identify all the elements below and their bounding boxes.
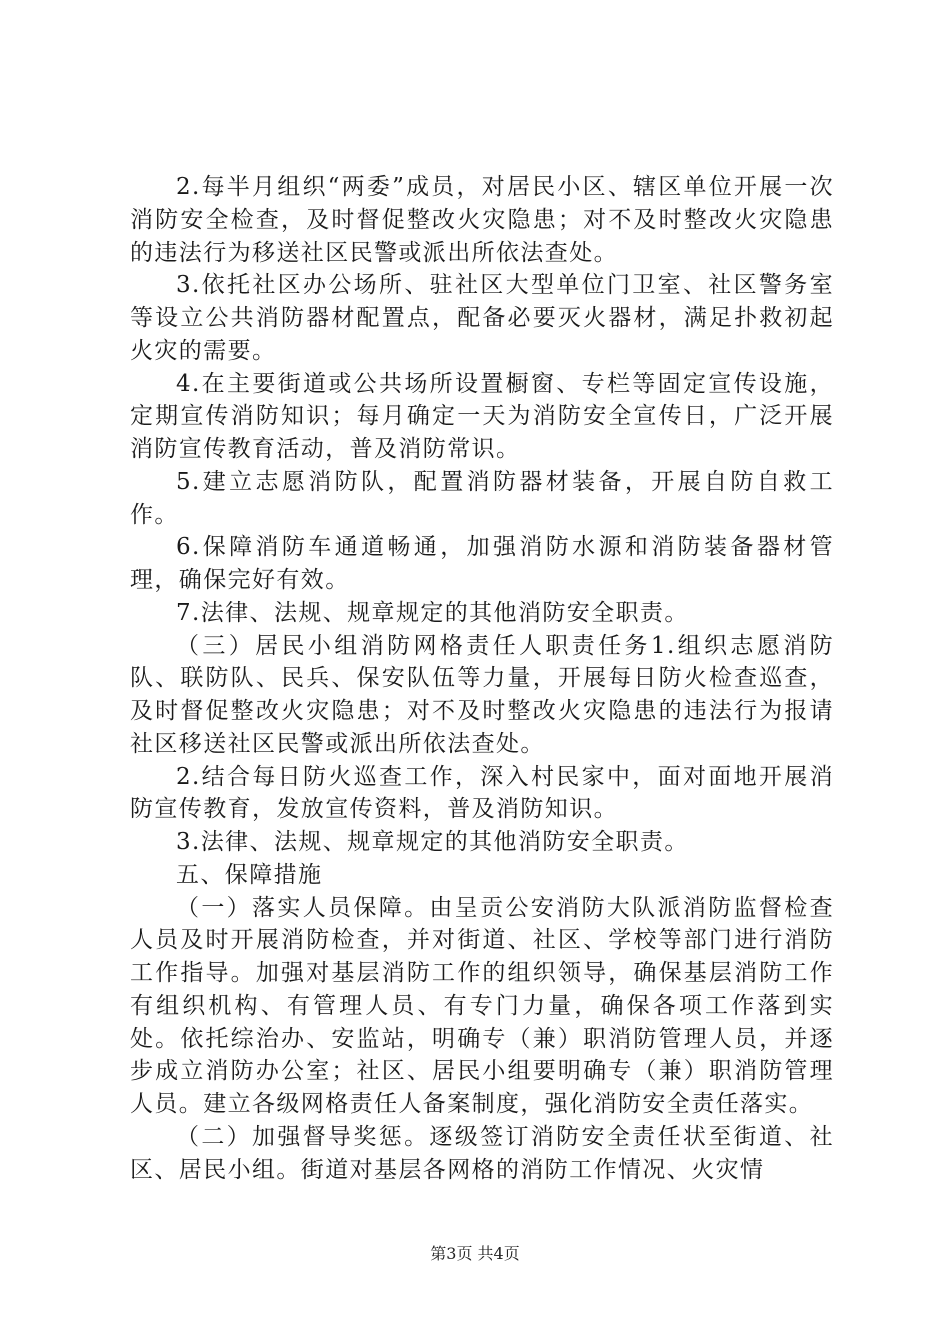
paragraph-group-duty-2-education: 2.结合每日防火巡查工作，深入村民家中，面对面地开展消防宣传教育，发放宣传资料，普及消防知识。: [130, 763, 834, 823]
page-number: 第3页 共4页: [430, 1244, 520, 1263]
paragraph-duty-7-other-duties: 7.法律、法规、规章规定的其他消防安全职责。: [176, 599, 689, 626]
paragraph-duty-3-equipment-points: 3.依托社区办公场所、驻社区大型单位门卫室、社区警务室等设立公共消防器材配置点，配备必要灭火器材，满足扑救初起火灾的需要。: [130, 272, 834, 364]
paragraph-safeguard-1-personnel: （一）落实人员保障。由呈贡公安消防大队派消防监督检查人员及时开展消防检查，并对街道、社区、学校等部门进行消防工作指导。加强对基层消防工作的组织领导，确保基层消防工作有组织机构、有管理人员、有专门力量，确保各项工作落到实处。依托综治办、安监站，明确专（兼）职消防管理人员，并逐步成立消防办公室；社区、居民小组要明确专（兼）职消防管理人员。建立各级网格责任人备案制度，强化消防安全责任落实。: [130, 894, 834, 1117]
paragraph-group-duty-3-other-duties: 3.法律、法规、规章规定的其他消防安全职责。: [176, 829, 689, 855]
paragraph-duty-2-biweekly-inspection: 2.每半月组织“两委”成员，对居民小区、辖区单位开展一次消防安全检查，及时督促整改火灾隐患；对不及时整改火灾隐患的违法行为移送社区民警或派出所依法查处。: [130, 174, 834, 266]
paragraph-duty-4-publicity: 4.在主要街道或公共场所设置橱窗、专栏等固定宣传设施，定期宣传消防知识；每月确定一天为消防安全宣传日，广泛开展消防宣传教育活动，普及消防常识。: [130, 370, 834, 462]
paragraph-duty-5-volunteer-team: 5.建立志愿消防队，配置消防器材装备，开展自防自救工作。: [130, 468, 834, 528]
document-body: [130, 171, 834, 1186]
section-heading-safeguards: 五、保障措施: [176, 861, 323, 888]
page-footer: [0, 1244, 950, 1264]
paragraph-safeguard-2-supervision: （二）加强督导奖惩。逐级签订消防安全责任状至街道、社区、居民小组。街道对基层各网格的消防工作情况、火灾情: [130, 1123, 834, 1183]
paragraph-duty-6-fire-lanes: 6.保障消防车通道畅通，加强消防水源和消防装备器材管理，确保完好有效。: [130, 534, 834, 593]
paragraph-section-3-group-duties: （三）居民小组消防网格责任人职责任务1.组织志愿消防队、联防队、民兵、保安队伍等力量，开展每日防火检查巡查，及时督促整改火灾隐患；对不及时整改火灾隐患的违法行为报请社区移送社区民警或派出所依法查处。: [130, 632, 834, 757]
